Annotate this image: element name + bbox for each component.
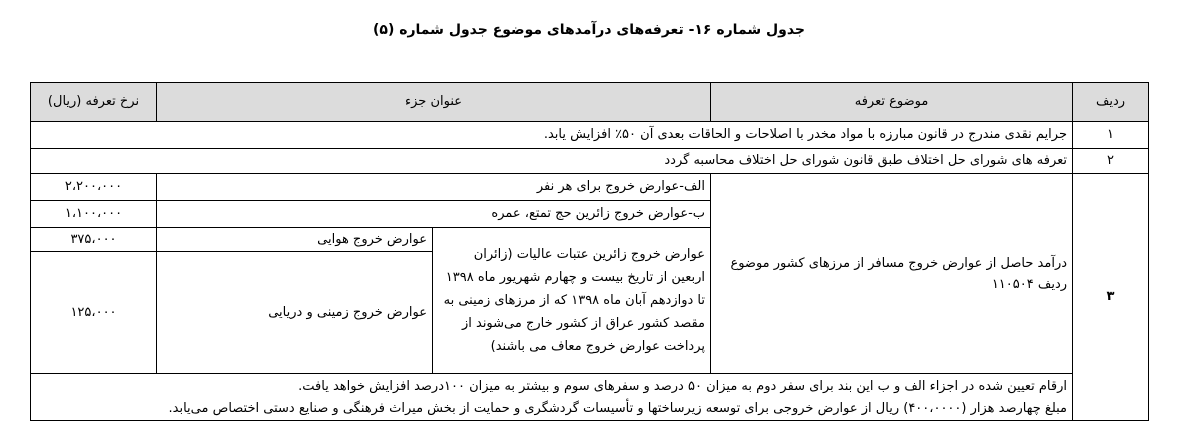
row-text: جرایم نقدی مندرج در قانون مبارزه با مواد مخدر با اصلاحات و الحاقات بعدی آن ۵۰٪ افزایش یابد. <box>31 122 1073 149</box>
item-label: عوارض خروج زائرین عتبات عالیات (زائران اربعین از تاریخ بیست و چهارم شهریور ماه ۱۳۹۸ تا دوازدهم آبان ماه ۱۳۹۸ که از مرزهای زمینی به مقصد کشور عراق از کشور خارج می‌شوند از پرداخت عوارض خروج معاف می باشند) <box>433 228 711 374</box>
rate-value: ۳۷۵،۰۰۰ <box>31 228 157 252</box>
tariff-table <box>30 82 1149 421</box>
row-number: ۳ <box>1073 174 1149 421</box>
table-row <box>31 374 1149 421</box>
page-title: جدول شماره ۱۶- تعرفه‌های درآمدهای موضوع جدول شماره (۵) <box>372 22 805 38</box>
item-sublabel: عوارض خروج زمینی و دریایی <box>157 252 433 374</box>
rate-value: ۲،۲۰۰،۰۰۰ <box>31 174 157 201</box>
item-label: ب-عوارض خروج زائرین حج تمتع، عمره <box>157 201 711 228</box>
header-item: عنوان جزء <box>157 83 711 122</box>
table-row <box>31 174 1149 201</box>
rate-value: ۱۲۵،۰۰۰ <box>31 252 157 374</box>
header-rate: نرخ تعرفه (ریال) <box>31 83 157 122</box>
table-row <box>31 149 1149 174</box>
item-label: الف-عوارض خروج برای هر نفر <box>157 174 711 201</box>
note-line: مبلغ چهارصد هزار (۴۰۰،۰۰۰۰) ریال از عوارض خروجی برای توسعه زیرساختها و تأسیسات گردشگری و حمایت از بخش میراث فرهنگی و صنایع دستی اختصاص می‌یابد. <box>168 401 1068 416</box>
row-text: تعرفه های شورای حل اختلاف طبق قانون شورای حل اختلاف محاسبه گردد <box>31 149 1073 174</box>
header-row <box>31 83 1149 122</box>
notes-cell <box>31 374 1073 421</box>
note-line: ارقام تعیین شده در اجزاء الف و ب این بند برای سفر دوم به میزان ۵۰ درصد و سفرهای سوم و بیشتر به میزان ۱۰۰درصد افزایش خواهد یافت. <box>298 379 1068 394</box>
header-row-number: ردیف <box>1073 83 1149 122</box>
rate-value: ۱،۱۰۰،۰۰۰ <box>31 201 157 228</box>
row-number: ۱ <box>1073 122 1149 149</box>
header-subject: موضوع تعرفه <box>711 83 1073 122</box>
row-subject: درآمد حاصل از عوارض خروج مسافر از مرزهای کشور موضوع ردیف ۱۱۰۵۰۴ <box>711 174 1073 374</box>
item-sublabel: عوارض خروج هوایی <box>157 228 433 252</box>
row-number: ۲ <box>1073 149 1149 174</box>
table-row <box>31 122 1149 149</box>
